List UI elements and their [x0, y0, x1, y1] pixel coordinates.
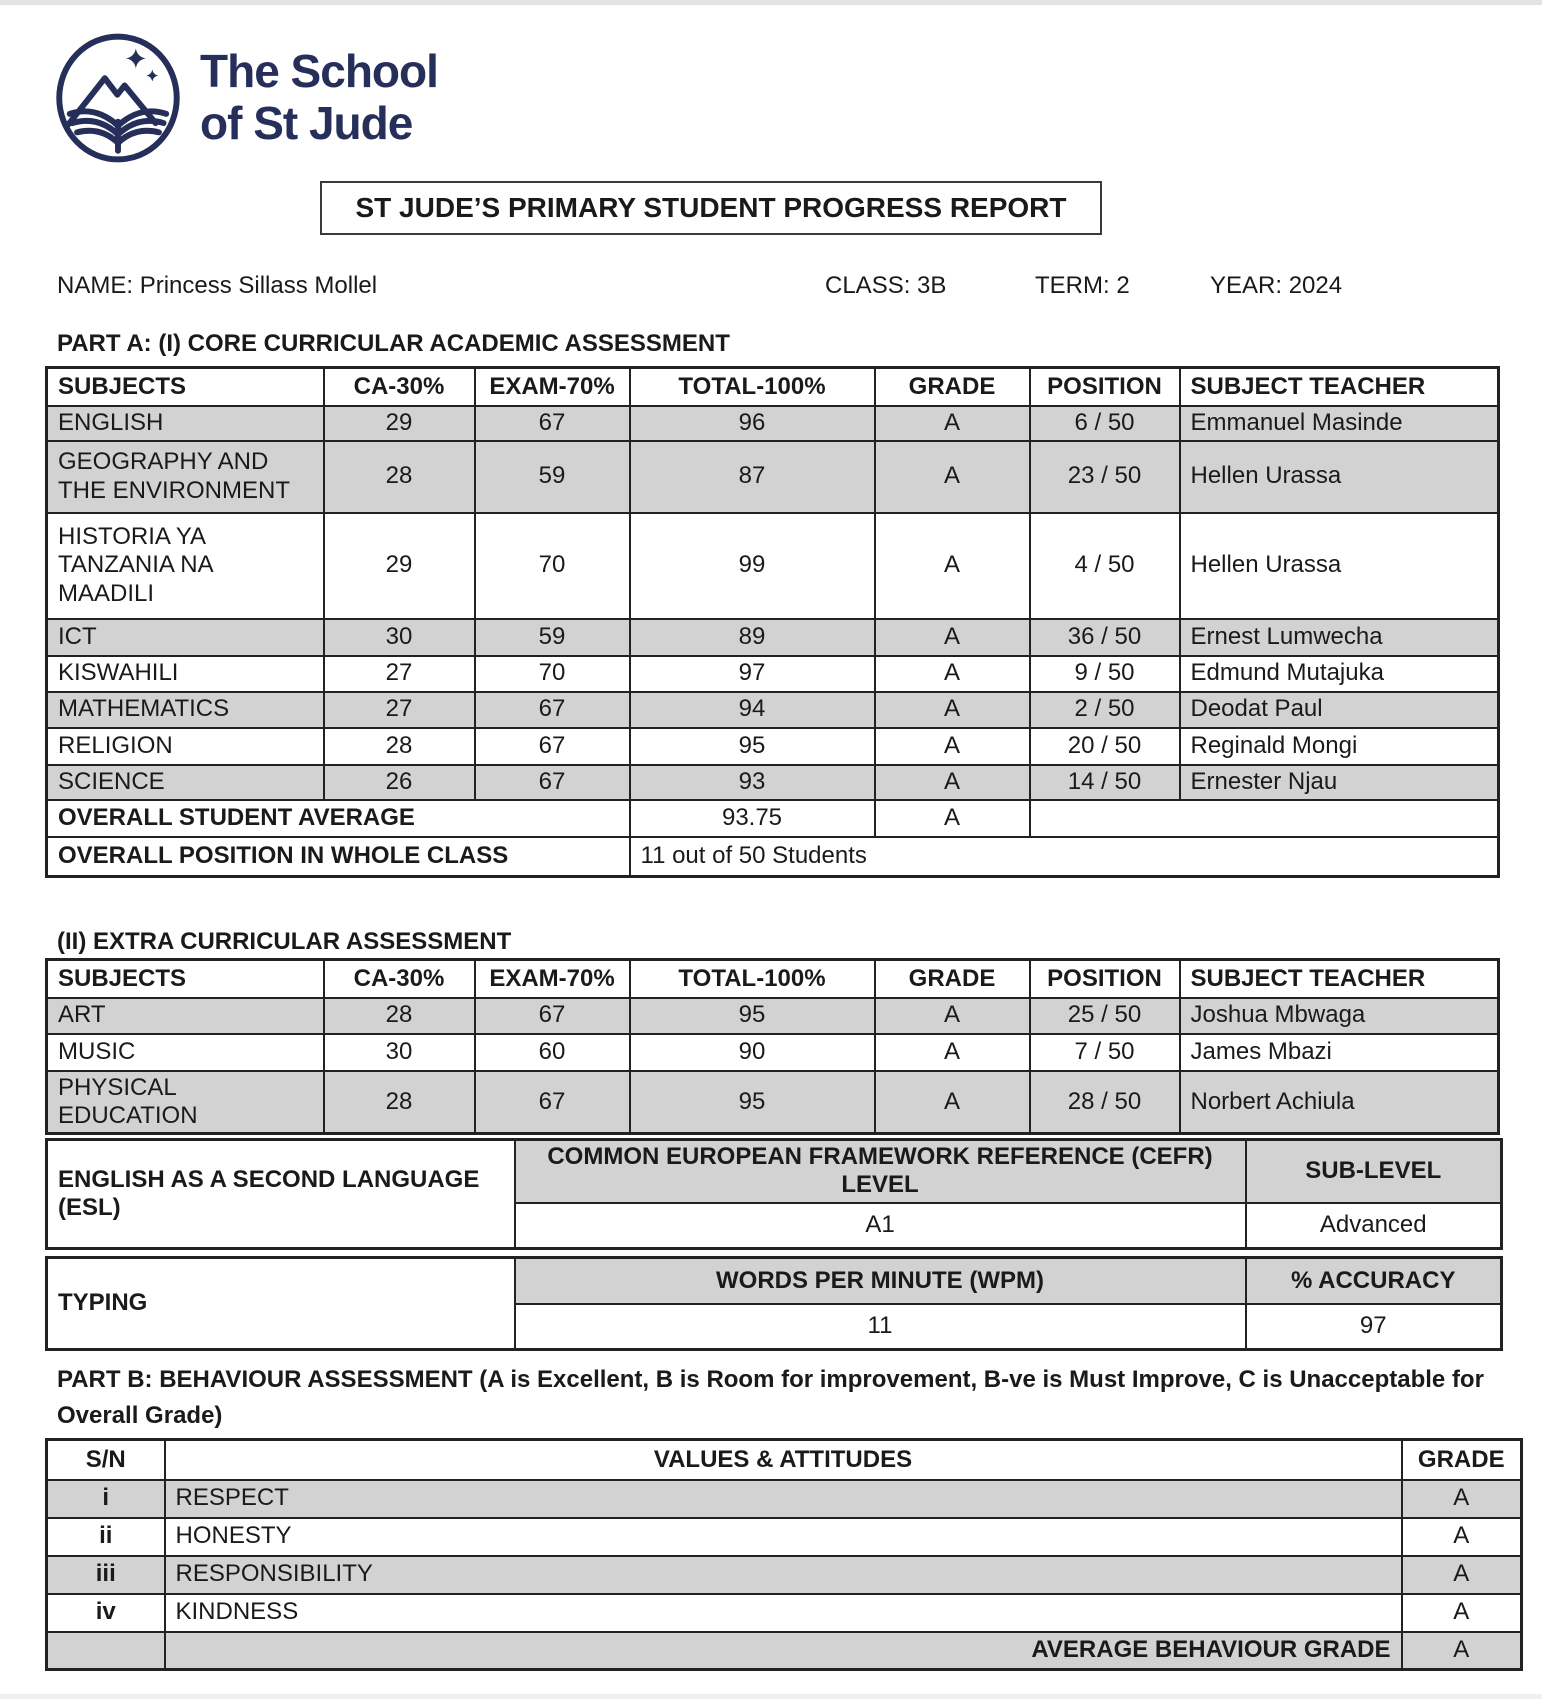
table-header-row: [47, 368, 1499, 406]
table-row: HISTORIA YA TANZANIA NA MAADILI 29 70 99 A 4 / 50 Hellen Urassa: [47, 513, 1499, 619]
overall-position-value: 11 out of 50 Students: [630, 837, 1499, 877]
esl-label: ENGLISH AS A SECOND LANGUAGE (ESL): [47, 1140, 515, 1249]
part-a-heading: PART A: (I) CORE CURRICULAR ACADEMIC ASSESSMENT: [57, 330, 730, 357]
extra-curricular-table: [45, 958, 1500, 1135]
overall-position-label: OVERALL POSITION IN WHOLE CLASS: [47, 837, 630, 877]
esl-level-header: COMMON EUROPEAN FRAMEWORK REFERENCE (CEFR) LEVEL: [515, 1140, 1246, 1203]
table-row: iv KINDNESS A: [47, 1594, 1522, 1632]
typing-label: TYPING: [47, 1258, 515, 1350]
overall-average-value: 93.75: [630, 800, 875, 837]
school-name-line2: of St Jude: [200, 97, 413, 149]
table-row: ii HONESTY A: [47, 1518, 1522, 1556]
col-ca: CA-30%: [324, 368, 475, 406]
col-subjects: SUBJECTS: [47, 368, 324, 406]
average-behaviour-empty-cell: [47, 1632, 165, 1670]
table-row: RELIGION 28 67 95 A 20 / 50 Reginald Mongi: [47, 728, 1499, 765]
table-header-row: S/N VALUES & ATTITUDES GRADE: [47, 1440, 1522, 1480]
table-row: ICT 30 59 89 A 36 / 50 Ernest Lumwecha: [47, 619, 1499, 656]
overall-average-empty-cell: [1030, 800, 1499, 837]
table-row: GEOGRAPHY AND THE ENVIRONMENT 28 59 87 A 23 / 50 Hellen Urassa: [47, 441, 1499, 513]
overall-position-row: [47, 837, 1499, 877]
typing-header-row: [47, 1258, 1502, 1304]
typing-wpm-value: 11: [515, 1304, 1246, 1350]
col-total: TOTAL-100%: [630, 368, 875, 406]
part-b-heading: PART B: BEHAVIOUR ASSESSMENT (A is Excellent, B is Room for improvement, B-ve is Must Improve, C is Unacceptable for Overall Grade): [57, 1366, 1484, 1429]
table-row: ENGLISH 29 67 96 A 6 / 50 Emmanuel Masinde: [47, 406, 1499, 441]
overall-average-grade: A: [875, 800, 1030, 837]
col-teacher: SUBJECT TEACHER: [1180, 368, 1499, 406]
esl-sublevel-header: SUB-LEVEL: [1246, 1140, 1502, 1203]
average-behaviour-grade: A: [1402, 1632, 1522, 1670]
table-row: KISWAHILI 27 70 97 A 9 / 50 Edmund Mutajuka: [47, 656, 1499, 692]
student-year: YEAR: 2024: [1210, 272, 1343, 299]
school-name: [200, 46, 438, 149]
col-exam: EXAM-70%: [475, 368, 630, 406]
school-name-line1: The School: [200, 45, 438, 98]
esl-header-row: [47, 1140, 1502, 1203]
student-name: NAME: Princess Sillass Mollel: [57, 272, 378, 299]
table-row: PHYSICAL EDUCATION 28 67 95 A 28 / 50 Norbert Achiula: [47, 1071, 1499, 1134]
table-row: iii RESPONSIBILITY A: [47, 1556, 1522, 1594]
table-row: i RESPECT A: [47, 1480, 1522, 1518]
report-title-box: [320, 181, 1102, 235]
report-title: ST JUDE’S PRIMARY STUDENT PROGRESS REPORT: [355, 192, 1067, 223]
student-term: TERM: 2: [1035, 272, 1130, 299]
core-assessment-table: [45, 366, 1500, 878]
student-class: CLASS: 3B: [825, 272, 947, 299]
col-position: POSITION: [1030, 368, 1180, 406]
student-info-row: [0, 272, 1542, 302]
school-logo: [52, 28, 438, 168]
table-row: MATHEMATICS 27 67 94 A 2 / 50 Deodat Paul: [47, 692, 1499, 728]
esl-level-value: A1: [515, 1203, 1246, 1249]
scan-artifact-bottom: [0, 1694, 1542, 1699]
part-a2-heading: (II) EXTRA CURRICULAR ASSESSMENT: [57, 928, 512, 955]
typing-table: [45, 1256, 1503, 1351]
overall-average-label: OVERALL STUDENT AVERAGE: [47, 800, 630, 837]
school-logo-icon: [52, 28, 184, 168]
average-behaviour-label: AVERAGE BEHAVIOUR GRADE: [165, 1632, 1402, 1670]
table-row: ART 28 67 95 A 25 / 50 Joshua Mbwaga: [47, 998, 1499, 1034]
table-header-row: SUBJECTS CA-30% EXAM-70% TOTAL-100% GRADE POSITION SUBJECT TEACHER: [47, 960, 1499, 998]
table-row: MUSIC 30 60 90 A 7 / 50 James Mbazi: [47, 1034, 1499, 1071]
esl-sublevel-value: Advanced: [1246, 1203, 1502, 1249]
average-behaviour-row: [47, 1632, 1522, 1670]
typing-accuracy-value: 97: [1246, 1304, 1502, 1350]
behaviour-table: [45, 1438, 1523, 1671]
typing-wpm-header: WORDS PER MINUTE (WPM): [515, 1258, 1246, 1304]
col-grade: GRADE: [875, 368, 1030, 406]
overall-average-row: [47, 800, 1499, 837]
table-row: SCIENCE 26 67 93 A 14 / 50 Ernester Njau: [47, 765, 1499, 800]
esl-table: [45, 1138, 1503, 1250]
scan-artifact-top: [0, 0, 1542, 5]
typing-accuracy-header: % ACCURACY: [1246, 1258, 1502, 1304]
